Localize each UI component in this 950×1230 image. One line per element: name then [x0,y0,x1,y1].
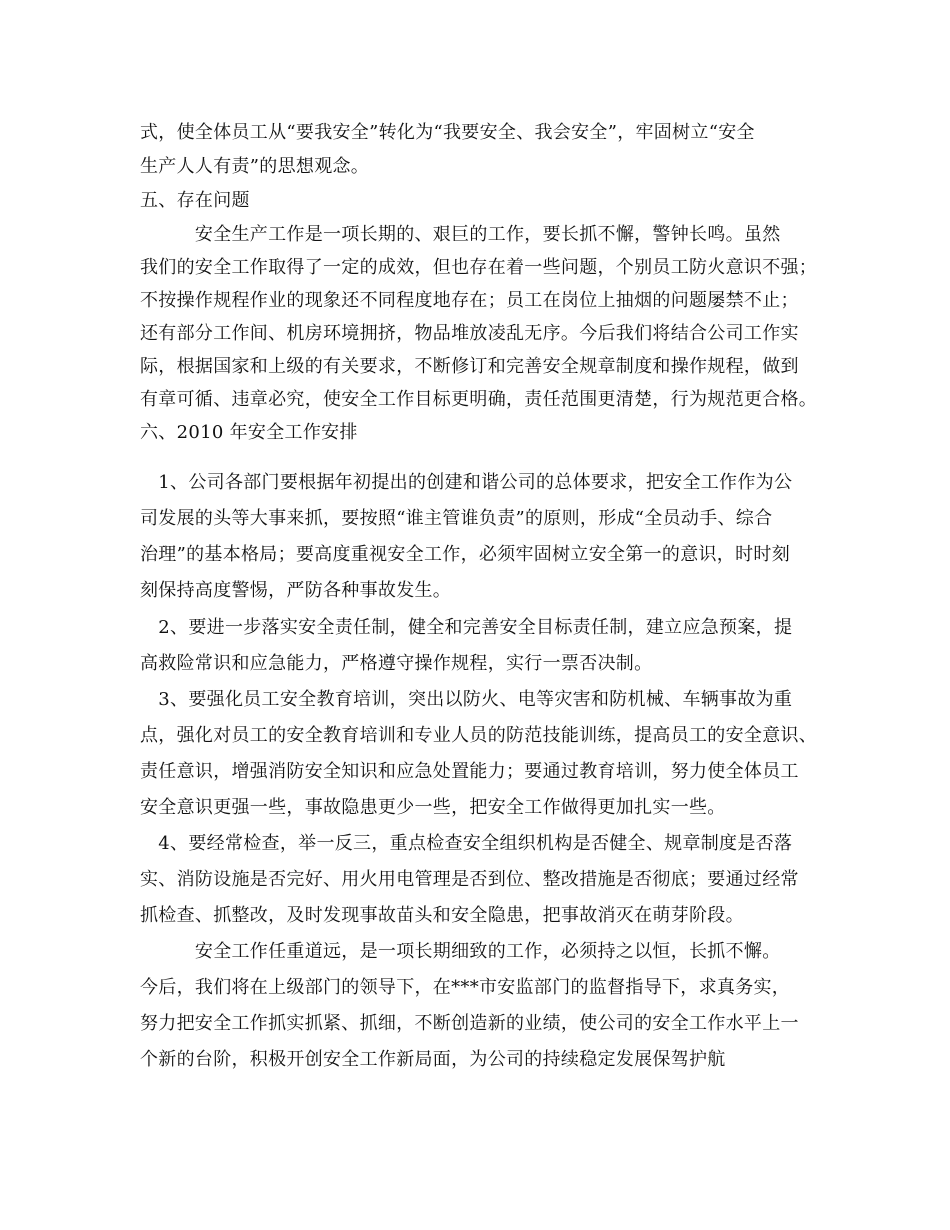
text-line: 安全生产工作是一项长期的、艰巨的工作，要长抓不懈，警钟长鸣。虽然 [140,224,781,245]
text-line: 司发展的头等大事来抓，要按照“谁主管谁负责”的原则，形成“全员动手、综合 [140,508,773,529]
text-line: 高救险常识和应急能力，严格遵守操作规程，实行一票否决制。 [140,653,653,674]
text-line: 有章可循、违章必究，使安全工作目标更明确，责任范围更清楚，行为规范更合格。 [140,389,818,410]
text-line: 努力把安全工作抓实抓紧、抓细，不断创造新的业绩，使公司的安全工作水平上一 [140,1013,799,1034]
text-line: 个新的台阶，积极开创安全工作新局面，为公司的持续稳定发展保驾护航 [140,1049,726,1070]
text-line: 抓检查、抓整改，及时发现事故苗头和安全隐患，把事故消灭在萌芽阶段。 [140,905,744,926]
text-line: 不按操作规程作业的现象还不同程度地存在；员工在岗位上抽烟的问题屡禁不止； [140,290,799,311]
text-line: 4、要经常检查，举一反三，重点检查安全组织机构是否健全、规章制度是否落 [140,833,793,854]
text-line: 3、要强化员工安全教育培训，突出以防火、电等灾害和防机械、车辆事故为重 [140,689,793,710]
text-line: 今后，我们将在上级部门的领导下，在***市安监部门的监督指导下，求真务实， [140,977,791,998]
text-line: 责任意识，增强消防安全知识和应急处置能力；要通过教育培训，努力使全体员工 [140,761,799,782]
text-line: 治理”的基本格局；要高度重视安全工作，必须牢固树立安全第一的意识，时时刻 [140,544,790,565]
text-line: 1、公司各部门要根据年初提出的创建和谐公司的总体要求，把安全工作作为公 [140,472,793,493]
text-line: 我们的安全工作取得了一定的成效，但也存在着一些问题，个别员工防火意识不强； [140,257,818,278]
text-line: 刻保持高度警惕，严防各种事故发生。 [140,580,452,601]
text-line: 安全工作任重道远，是一项长期细致的工作，必须持之以恒，长抓不懈。 [140,941,781,962]
text-line: 点，强化对员工的安全教育培训和专业人员的防范技能训练，提高员工的安全意识、 [140,725,818,746]
text-line: 生产人人有责”的思想观念。 [140,156,370,177]
text-line: 实、消防设施是否完好、用火用电管理是否到位、整改措施是否彻底；要通过经常 [140,869,799,890]
section-heading-issues: 五、存在问题 [140,190,250,211]
text-line: 际，根据国家和上级的有关要求，不断修订和完善安全规章制度和操作规程，做到 [140,356,799,377]
text-line: 式，使全体员工从“要我安全”转化为“我要安全、我会安全”，牢固树立“安全 [140,122,755,143]
text-line: 2、要进一步落实安全责任制，健全和完善安全目标责任制，建立应急预案，提 [140,617,793,638]
text-line: 安全意识更强一些，事故隐患更少一些，把安全工作做得更加扎实一些。 [140,797,726,818]
section-heading-2010-plan: 六、2010 年安全工作安排 [140,422,358,443]
text-line: 还有部分工作间、机房环境拥挤，物品堆放凌乱无序。今后我们将结合公司工作实 [140,323,799,344]
